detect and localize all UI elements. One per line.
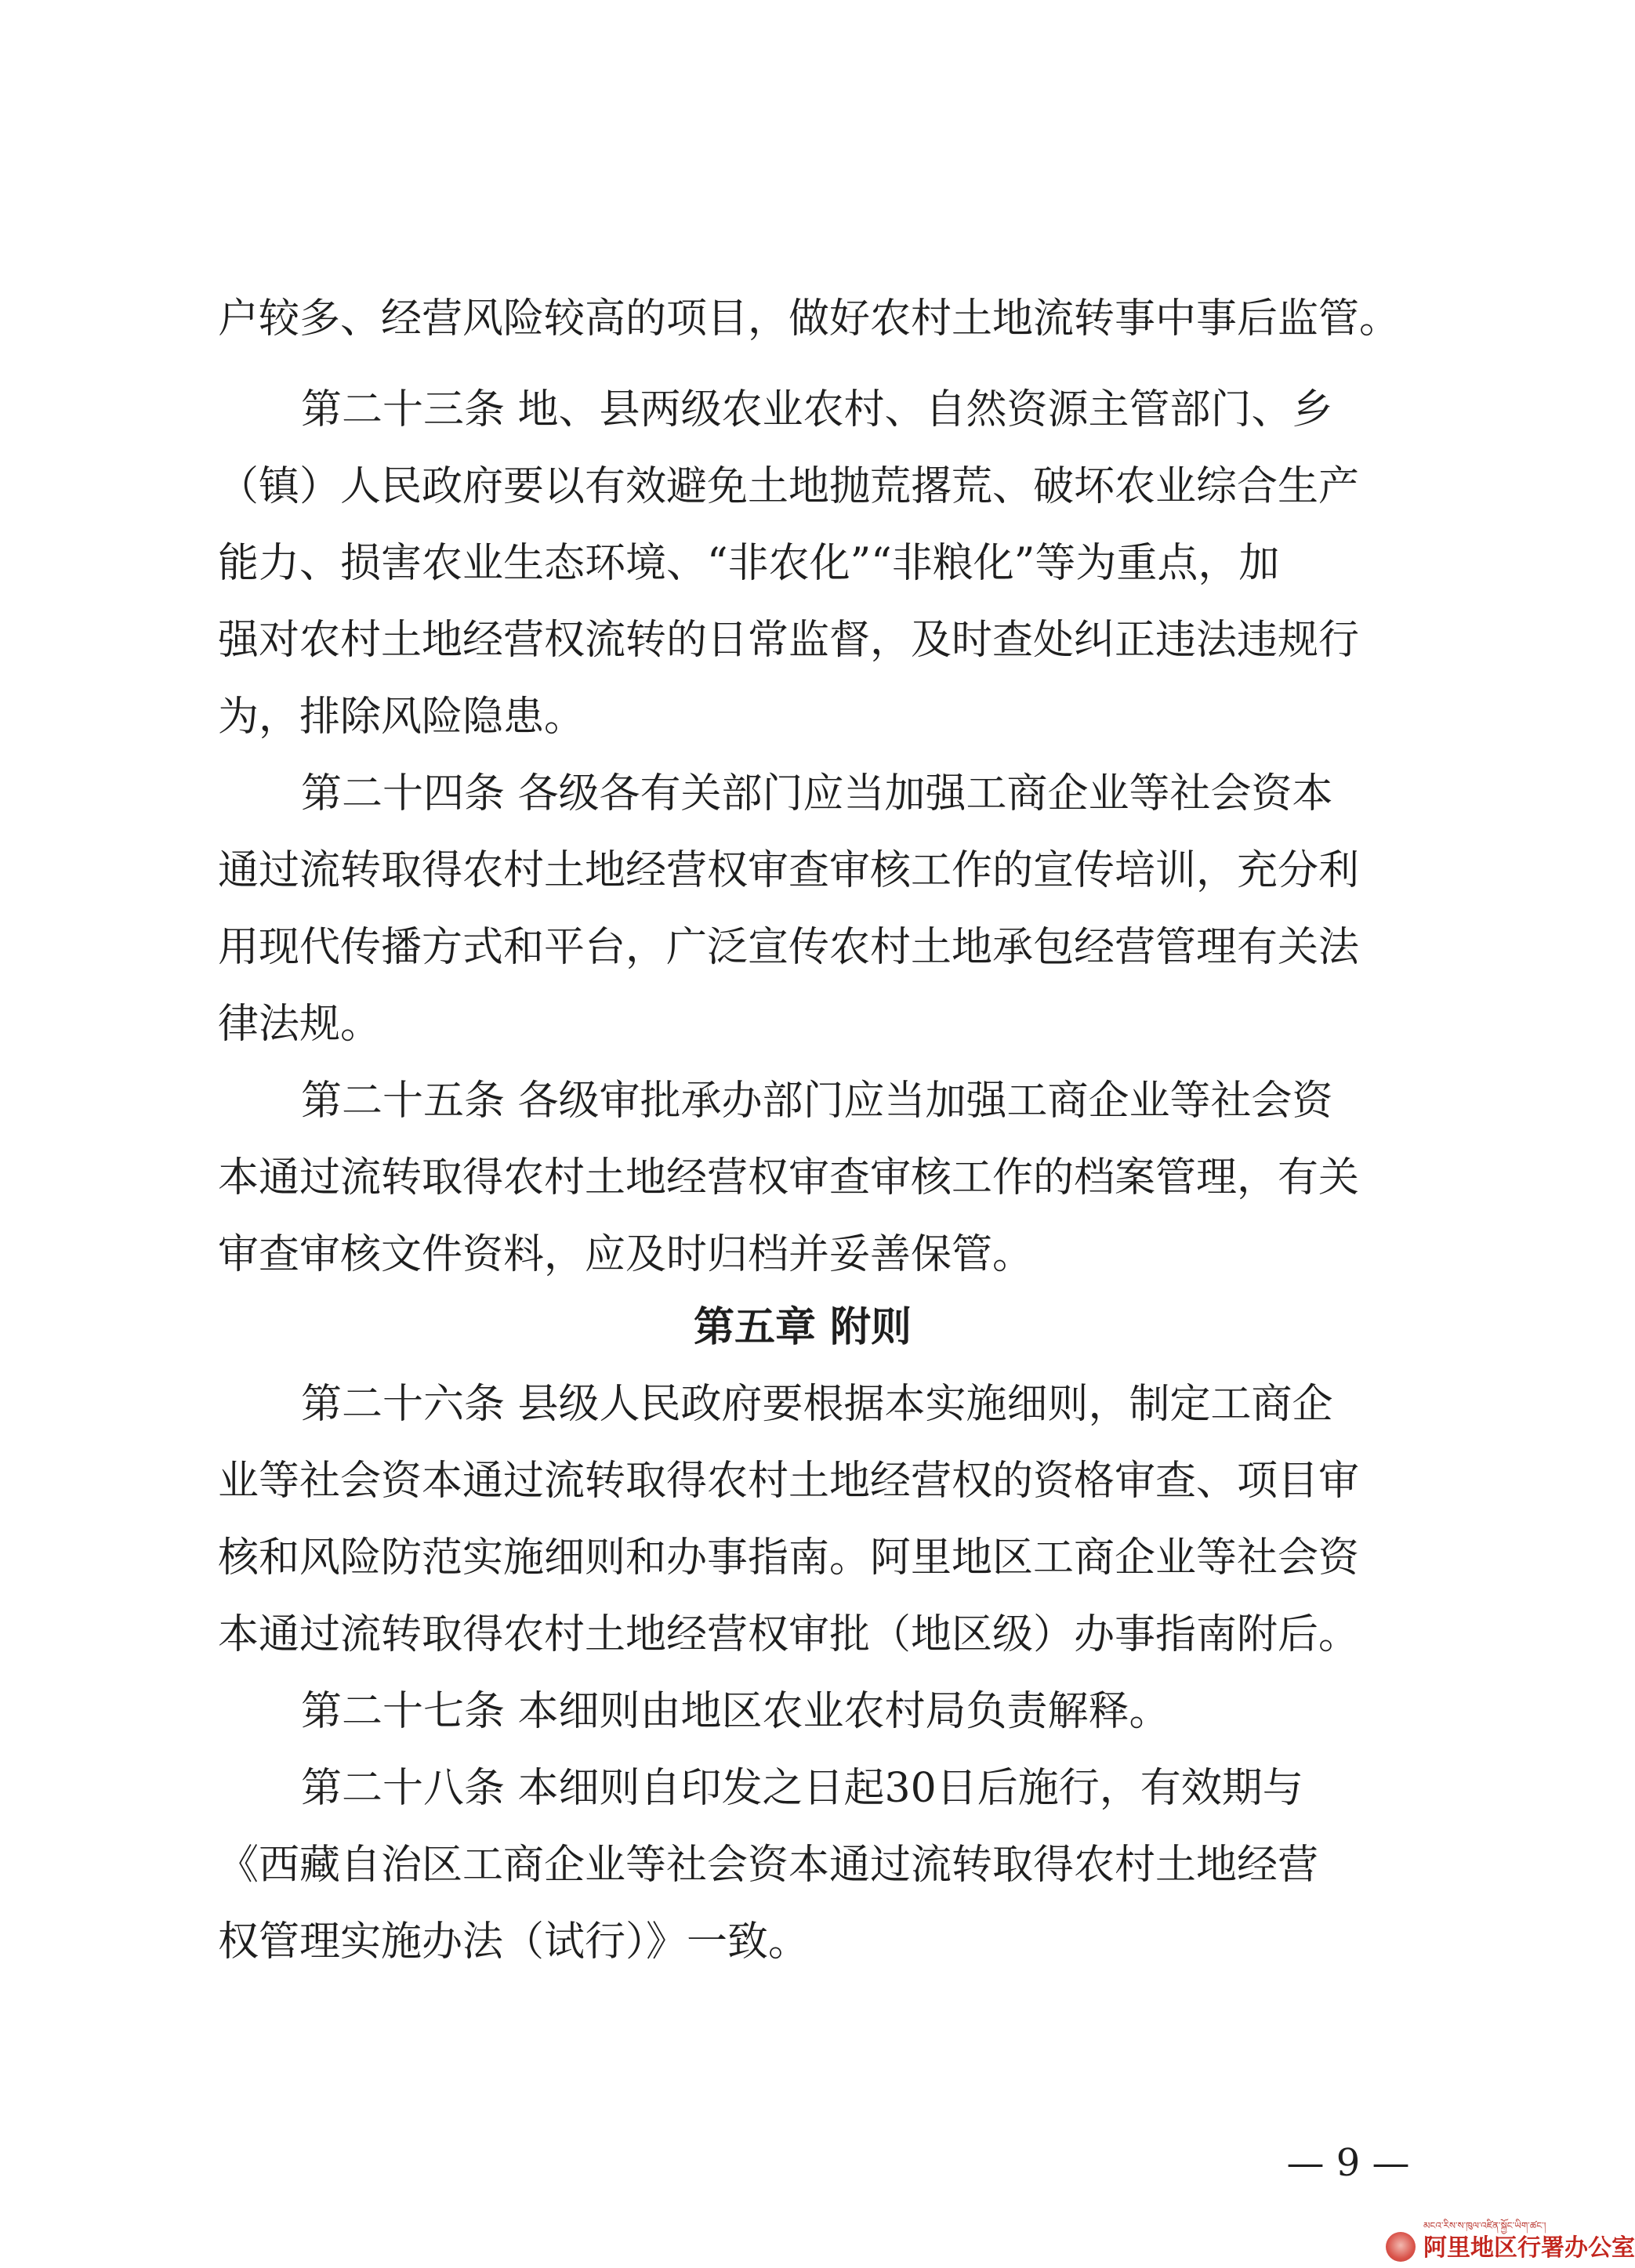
text-line: 第二十五条 各级审批承办部门应当加强工商企业等社会资 — [301, 1078, 1333, 1125]
text-line: 第二十四条 各级各有关部门应当加强工商企业等社会资本 — [301, 770, 1333, 817]
text-line: 本通过流转取得农村土地经营权审查审核工作的档案管理，有关 — [218, 1154, 1360, 1201]
text-line: 第二十七条 本细则由地区农业农村局负责解释。 — [301, 1688, 1170, 1735]
text-line: 强对农村土地经营权流转的日常监督，及时查处纠正违法违规行 — [218, 617, 1360, 664]
text-line: 第二十六条 县级人民政府要根据本实施细则，制定工商企 — [301, 1381, 1333, 1428]
text-line: 户较多、经营风险较高的项目，做好农村土地流转事中事后监管。 — [218, 295, 1401, 342]
stamp-office-name: 阿里地区行署办公室 — [1423, 2234, 1635, 2262]
text-line: （镇）人民政府要以有效避免土地抛荒撂荒、破坏农业综合生产 — [218, 463, 1360, 510]
office-stamp — [1379, 2215, 1635, 2268]
text-line: 通过流转取得农村土地经营权审查审核工作的宣传培训，充分利 — [218, 847, 1360, 894]
text-line: 第二十三条 地、县两级农业农村、自然资源主管部门、乡 — [301, 386, 1333, 433]
text-line: 业等社会资本通过流转取得农村土地经营权的资格审查、项目审 — [218, 1458, 1360, 1505]
text-line: 为，排除风险隐患。 — [218, 694, 585, 741]
text-line: 用现代传播方式和平台，广泛宣传农村土地承包经营管理有关法 — [218, 924, 1360, 971]
text-line: 核和风险防范实施细则和办事指南。阿里地区工商企业等社会资 — [218, 1534, 1360, 1581]
text-line: 本通过流转取得农村土地经营权审批（地区级）办事指南附后。 — [218, 1611, 1360, 1658]
stamp-tibetan-text: མངའ་རིས་ས་ཁུལ་འཛིན་སྐྱོང་ཡིག་ཚང་། — [1423, 2220, 1546, 2231]
chapter-heading: 第五章 附则 — [693, 1304, 912, 1351]
page-number: — 9 — — [1286, 2141, 1410, 2185]
text-line: 律法规。 — [218, 1001, 382, 1048]
text-line: 第二十八条 本细则自印发之日起30日后施行，有效期与 — [301, 1765, 1303, 1812]
text-line: 能力、损害农业生态环境、“非农化”“非粮化”等为重点，加 — [218, 540, 1280, 587]
emblem-icon — [1386, 2232, 1416, 2262]
text-line: 权管理实施办法（试行）》一致。 — [218, 1918, 810, 1965]
text-line: 《西藏自治区工商企业等社会资本通过流转取得农村土地经营 — [218, 1842, 1319, 1889]
text-line: 审查审核文件资料，应及时归档并妥善保管。 — [218, 1231, 1034, 1278]
